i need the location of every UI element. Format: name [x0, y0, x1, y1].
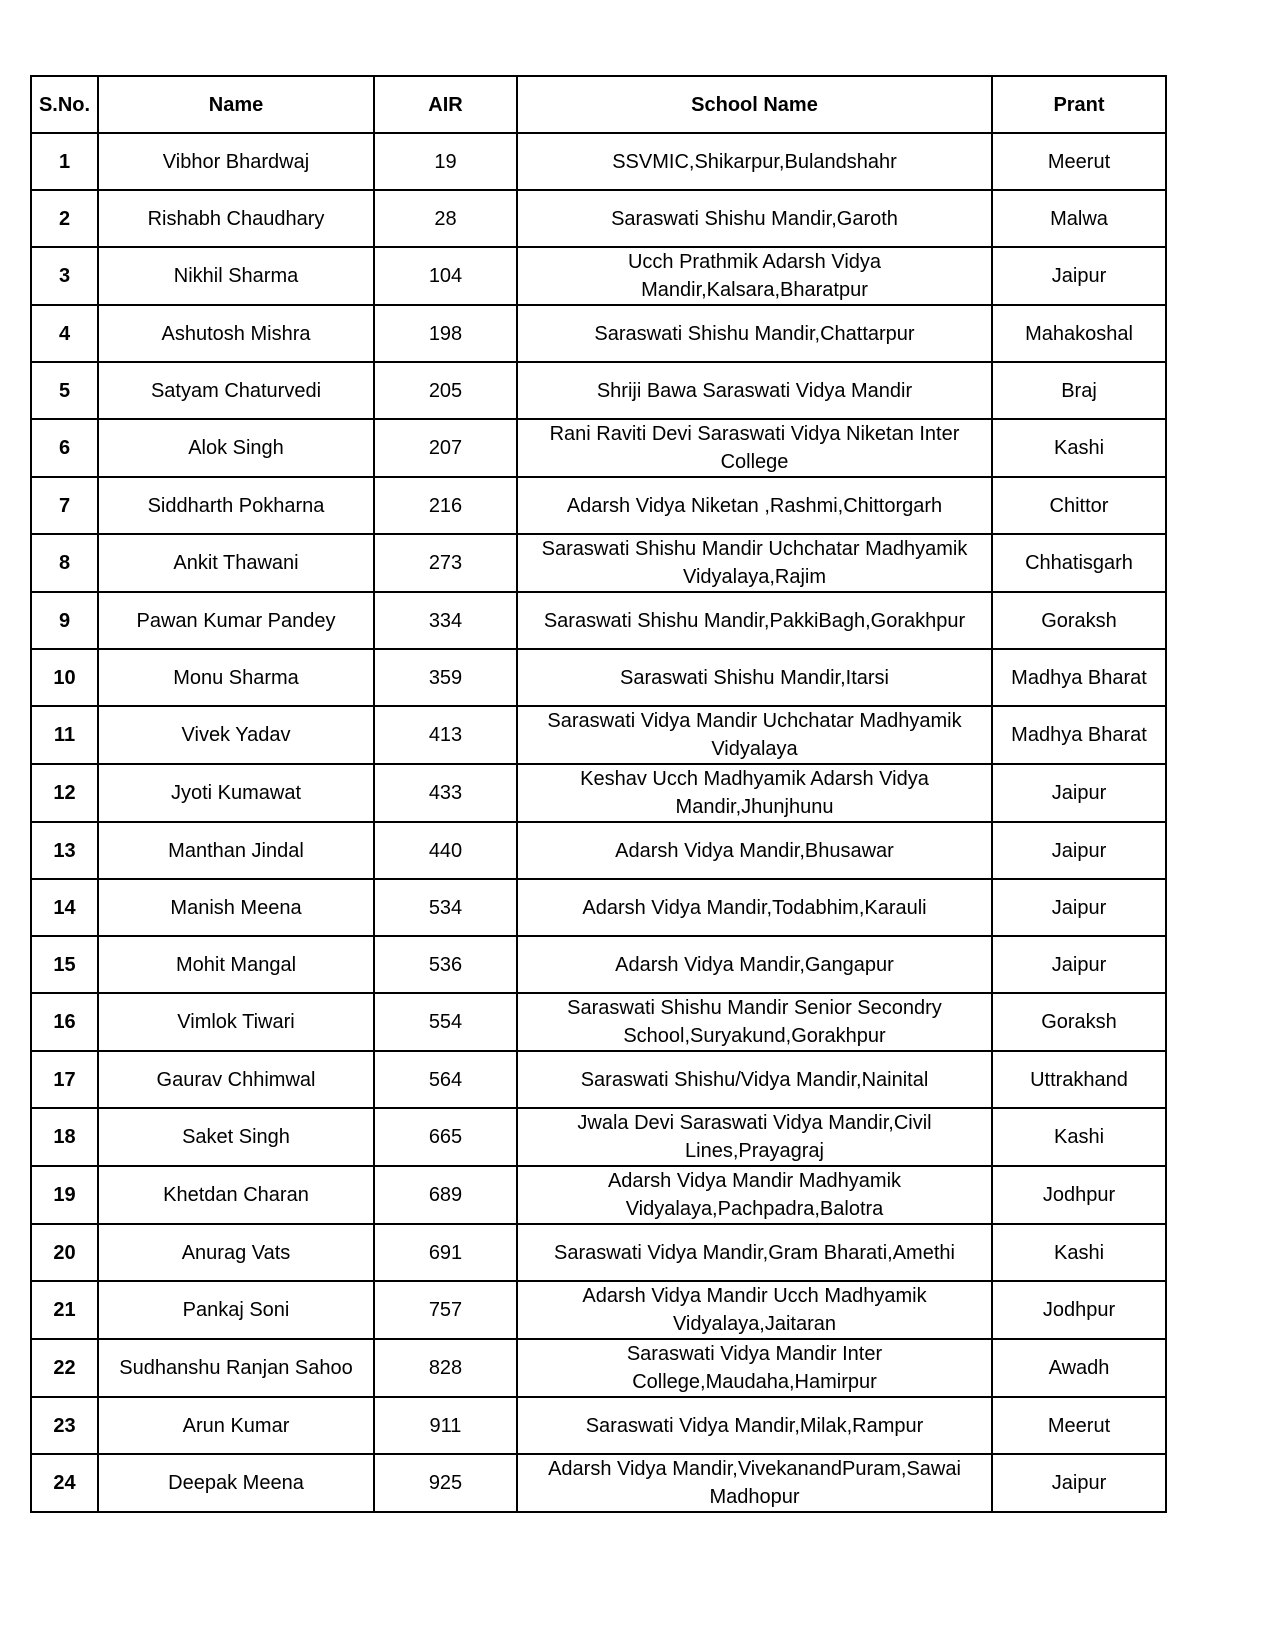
cell-sno: 13	[31, 822, 98, 879]
header-prant: Prant	[992, 76, 1166, 133]
cell-air: 689	[374, 1166, 517, 1224]
cell-name: Alok Singh	[98, 419, 374, 477]
cell-sno: 16	[31, 993, 98, 1051]
table-row	[31, 534, 1166, 592]
cell-name: Ashutosh Mishra	[98, 305, 374, 362]
cell-name: Mohit Mangal	[98, 936, 374, 993]
cell-school-name: Jwala Devi Saraswati Vidya Mandir,Civil Lines,Prayagraj	[517, 1108, 992, 1166]
table-row	[31, 1051, 1166, 1108]
cell-name: Manthan Jindal	[98, 822, 374, 879]
cell-school-name: Saraswati Shishu Mandir,PakkiBagh,Gorakhpur	[517, 592, 992, 649]
cell-air: 334	[374, 592, 517, 649]
header-school-name: School Name	[517, 76, 992, 133]
table-row	[31, 1108, 1166, 1166]
cell-name: Siddharth Pokharna	[98, 477, 374, 534]
table-row	[31, 1454, 1166, 1512]
cell-sno: 19	[31, 1166, 98, 1224]
table-row	[31, 764, 1166, 822]
cell-air: 207	[374, 419, 517, 477]
cell-air: 534	[374, 879, 517, 936]
cell-sno: 5	[31, 362, 98, 419]
cell-sno: 15	[31, 936, 98, 993]
cell-prant: Chittor	[992, 477, 1166, 534]
cell-name: Sudhanshu Ranjan Sahoo	[98, 1339, 374, 1397]
cell-school-name: Saraswati Shishu/Vidya Mandir,Nainital	[517, 1051, 992, 1108]
cell-sno: 2	[31, 190, 98, 247]
cell-school-name: Adarsh Vidya Mandir Ucch Madhyamik Vidyalaya,Jaitaran	[517, 1281, 992, 1339]
cell-name: Nikhil Sharma	[98, 247, 374, 305]
cell-prant: Braj	[992, 362, 1166, 419]
table-row	[31, 649, 1166, 706]
table-row	[31, 1397, 1166, 1454]
header-air: AIR	[374, 76, 517, 133]
cell-sno: 22	[31, 1339, 98, 1397]
cell-prant: Madhya Bharat	[992, 706, 1166, 764]
cell-name: Gaurav Chhimwal	[98, 1051, 374, 1108]
cell-sno: 6	[31, 419, 98, 477]
cell-sno: 10	[31, 649, 98, 706]
cell-school-name: Adarsh Vidya Mandir,Todabhim,Karauli	[517, 879, 992, 936]
cell-school-name: Saraswati Vidya Mandir Uchchatar Madhyamik Vidyalaya	[517, 706, 992, 764]
cell-school-name: Rani Raviti Devi Saraswati Vidya Niketan Inter College	[517, 419, 992, 477]
table-row	[31, 822, 1166, 879]
cell-sno: 7	[31, 477, 98, 534]
cell-name: Arun Kumar	[98, 1397, 374, 1454]
cell-name: Manish Meena	[98, 879, 374, 936]
cell-sno: 18	[31, 1108, 98, 1166]
cell-air: 665	[374, 1108, 517, 1166]
cell-prant: Jaipur	[992, 1454, 1166, 1512]
cell-prant: Jaipur	[992, 879, 1166, 936]
cell-school-name: Saraswati Vidya Mandir Inter College,Maudaha,Hamirpur	[517, 1339, 992, 1397]
cell-sno: 21	[31, 1281, 98, 1339]
cell-sno: 24	[31, 1454, 98, 1512]
cell-air: 205	[374, 362, 517, 419]
cell-prant: Mahakoshal	[992, 305, 1166, 362]
cell-name: Ankit Thawani	[98, 534, 374, 592]
cell-name: Pankaj Soni	[98, 1281, 374, 1339]
cell-school-name: Saraswati Shishu Mandir,Garoth	[517, 190, 992, 247]
cell-air: 564	[374, 1051, 517, 1108]
cell-name: Saket Singh	[98, 1108, 374, 1166]
results-table	[30, 75, 1167, 1513]
table-body	[31, 133, 1166, 1512]
cell-name: Deepak Meena	[98, 1454, 374, 1512]
table-row	[31, 190, 1166, 247]
cell-air: 691	[374, 1224, 517, 1281]
cell-school-name: Adarsh Vidya Mandir Madhyamik Vidyalaya,Pachpadra,Balotra	[517, 1166, 992, 1224]
cell-name: Pawan Kumar Pandey	[98, 592, 374, 649]
cell-prant: Awadh	[992, 1339, 1166, 1397]
cell-sno: 4	[31, 305, 98, 362]
cell-prant: Jodhpur	[992, 1166, 1166, 1224]
cell-school-name: Adarsh Vidya Mandir,Bhusawar	[517, 822, 992, 879]
cell-prant: Jaipur	[992, 764, 1166, 822]
cell-air: 440	[374, 822, 517, 879]
cell-air: 828	[374, 1339, 517, 1397]
cell-sno: 23	[31, 1397, 98, 1454]
cell-prant: Kashi	[992, 419, 1166, 477]
table-row	[31, 362, 1166, 419]
cell-school-name: Adarsh Vidya Mandir,Gangapur	[517, 936, 992, 993]
cell-sno: 8	[31, 534, 98, 592]
cell-school-name: Adarsh Vidya Mandir,VivekanandPuram,Sawai Madhopur	[517, 1454, 992, 1512]
cell-air: 198	[374, 305, 517, 362]
table-row	[31, 1281, 1166, 1339]
cell-prant: Jaipur	[992, 247, 1166, 305]
cell-name: Satyam Chaturvedi	[98, 362, 374, 419]
cell-prant: Kashi	[992, 1224, 1166, 1281]
cell-air: 925	[374, 1454, 517, 1512]
cell-name: Vivek Yadav	[98, 706, 374, 764]
cell-prant: Goraksh	[992, 993, 1166, 1051]
cell-name: Jyoti Kumawat	[98, 764, 374, 822]
cell-name: Rishabh Chaudhary	[98, 190, 374, 247]
table-row	[31, 1166, 1166, 1224]
cell-name: Khetdan Charan	[98, 1166, 374, 1224]
cell-name: Monu Sharma	[98, 649, 374, 706]
cell-prant: Malwa	[992, 190, 1166, 247]
cell-school-name: Saraswati Shishu Mandir,Itarsi	[517, 649, 992, 706]
cell-school-name: Saraswati Shishu Mandir Uchchatar Madhyamik Vidyalaya,Rajim	[517, 534, 992, 592]
cell-air: 554	[374, 993, 517, 1051]
cell-sno: 1	[31, 133, 98, 190]
cell-prant: Jaipur	[992, 936, 1166, 993]
cell-air: 104	[374, 247, 517, 305]
table-header-row	[31, 76, 1166, 133]
table-row	[31, 592, 1166, 649]
cell-prant: Goraksh	[992, 592, 1166, 649]
cell-air: 911	[374, 1397, 517, 1454]
cell-sno: 14	[31, 879, 98, 936]
cell-prant: Meerut	[992, 1397, 1166, 1454]
cell-prant: Jodhpur	[992, 1281, 1166, 1339]
header-sno: S.No.	[31, 76, 98, 133]
cell-school-name: Saraswati Shishu Mandir Senior Secondry School,Suryakund,Gorakhpur	[517, 993, 992, 1051]
cell-air: 359	[374, 649, 517, 706]
cell-name: Vimlok Tiwari	[98, 993, 374, 1051]
cell-air: 216	[374, 477, 517, 534]
cell-air: 273	[374, 534, 517, 592]
cell-school-name: Saraswati Vidya Mandir,Milak,Rampur	[517, 1397, 992, 1454]
header-name: Name	[98, 76, 374, 133]
cell-prant: Madhya Bharat	[992, 649, 1166, 706]
cell-school-name: Saraswati Vidya Mandir,Gram Bharati,Amethi	[517, 1224, 992, 1281]
table-row	[31, 706, 1166, 764]
cell-sno: 17	[31, 1051, 98, 1108]
cell-air: 19	[374, 133, 517, 190]
cell-sno: 9	[31, 592, 98, 649]
cell-sno: 3	[31, 247, 98, 305]
cell-air: 413	[374, 706, 517, 764]
cell-name: Vibhor Bhardwaj	[98, 133, 374, 190]
table-row	[31, 305, 1166, 362]
cell-prant: Kashi	[992, 1108, 1166, 1166]
cell-air: 536	[374, 936, 517, 993]
cell-school-name: Saraswati Shishu Mandir,Chattarpur	[517, 305, 992, 362]
table-row	[31, 936, 1166, 993]
cell-prant: Chhatisgarh	[992, 534, 1166, 592]
cell-school-name: Ucch Prathmik Adarsh Vidya Mandir,Kalsara,Bharatpur	[517, 247, 992, 305]
cell-prant: Meerut	[992, 133, 1166, 190]
table-row	[31, 879, 1166, 936]
cell-school-name: SSVMIC,Shikarpur,Bulandshahr	[517, 133, 992, 190]
cell-sno: 12	[31, 764, 98, 822]
table-row	[31, 1339, 1166, 1397]
table-row	[31, 477, 1166, 534]
cell-air: 28	[374, 190, 517, 247]
cell-prant: Uttrakhand	[992, 1051, 1166, 1108]
cell-air: 433	[374, 764, 517, 822]
cell-school-name: Keshav Ucch Madhyamik Adarsh Vidya Mandir,Jhunjhunu	[517, 764, 992, 822]
cell-sno: 11	[31, 706, 98, 764]
cell-school-name: Adarsh Vidya Niketan ,Rashmi,Chittorgarh	[517, 477, 992, 534]
table-row	[31, 993, 1166, 1051]
table-row	[31, 419, 1166, 477]
cell-sno: 20	[31, 1224, 98, 1281]
table-row	[31, 133, 1166, 190]
cell-air: 757	[374, 1281, 517, 1339]
table-row	[31, 247, 1166, 305]
table-row	[31, 1224, 1166, 1281]
cell-name: Anurag Vats	[98, 1224, 374, 1281]
cell-prant: Jaipur	[992, 822, 1166, 879]
cell-school-name: Shriji Bawa Saraswati Vidya Mandir	[517, 362, 992, 419]
